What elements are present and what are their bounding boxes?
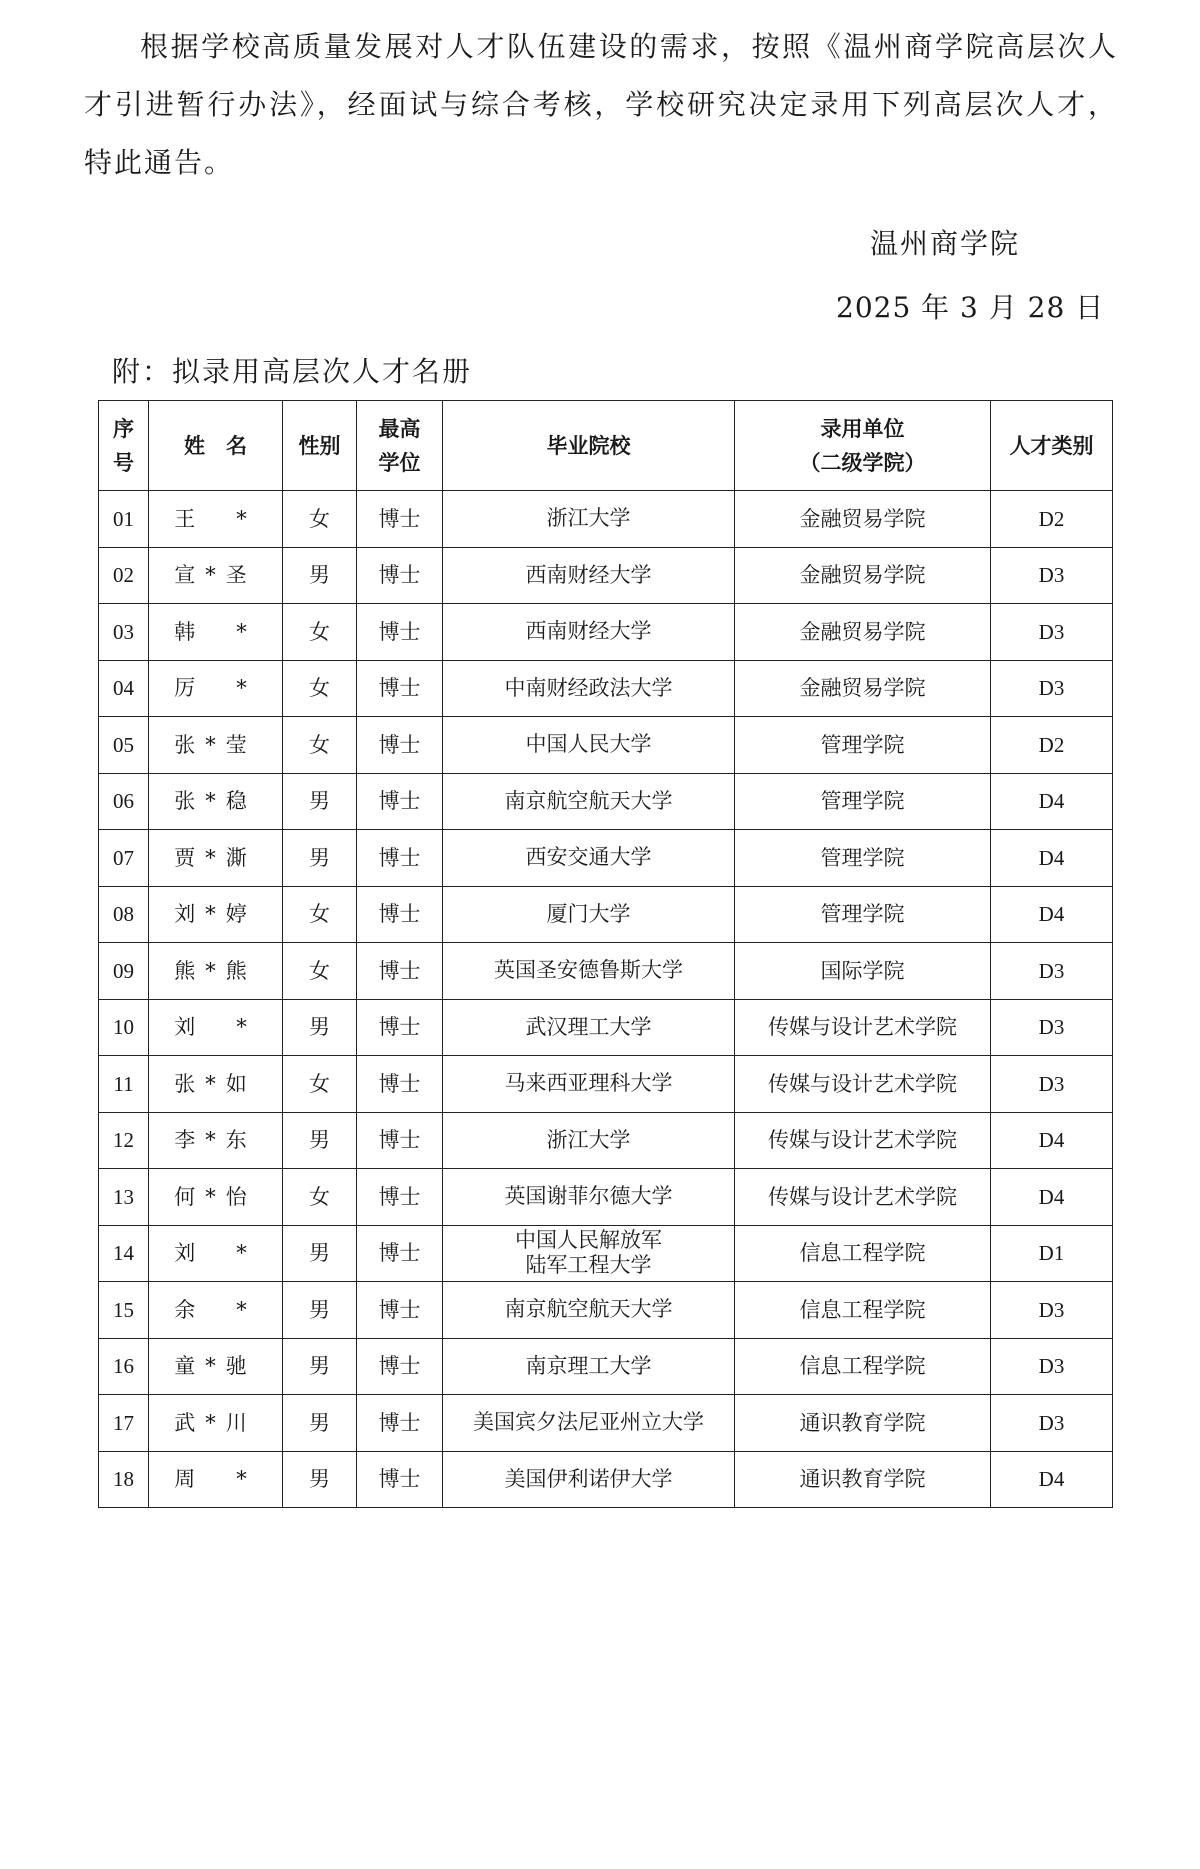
- signature-date: 2025 年 3 月 28 日: [836, 291, 1105, 324]
- header-unit: [735, 401, 991, 491]
- cell-degree: 博士: [357, 604, 443, 661]
- table-row: [99, 773, 1113, 830]
- table-body: [99, 491, 1113, 1508]
- cell-category: D3: [991, 660, 1113, 717]
- table-row: [99, 1225, 1113, 1282]
- cell-name: 张*稳: [149, 773, 283, 830]
- header-gender: 性别: [283, 401, 357, 491]
- cell-name: 李*东: [149, 1112, 283, 1169]
- cell-school: [443, 660, 735, 717]
- cell-seq: 10: [99, 999, 149, 1056]
- school-line: 西南财经大学: [525, 619, 652, 644]
- cell-category: D1: [991, 1225, 1113, 1282]
- cell-gender: 女: [283, 886, 357, 943]
- school-line: 中国人民大学: [525, 732, 652, 757]
- cell-name: 周 *: [149, 1451, 283, 1508]
- cell-category: D2: [991, 491, 1113, 548]
- cell-school: [443, 547, 735, 604]
- cell-school: [443, 886, 735, 943]
- cell-category: D4: [991, 1112, 1113, 1169]
- school-line: 中南财经政法大学: [504, 675, 673, 700]
- cell-school: [443, 1395, 735, 1452]
- school-line: 美国宾夕法尼亚州立大学: [473, 1410, 704, 1435]
- table-row: [99, 660, 1113, 717]
- cell-gender: 女: [283, 1169, 357, 1226]
- cell-seq: 14: [99, 1225, 149, 1282]
- cell-category: D3: [991, 547, 1113, 604]
- school-line: 浙江大学: [546, 1127, 631, 1152]
- table-row: [99, 886, 1113, 943]
- table-row: [99, 491, 1113, 548]
- cell-name: 宣*圣: [149, 547, 283, 604]
- cell-unit: 信息工程学院: [735, 1282, 991, 1339]
- cell-gender: 男: [283, 1225, 357, 1282]
- school-line: 南京航空航天大学: [504, 788, 673, 813]
- cell-school: [443, 1225, 735, 1282]
- cell-seq: 09: [99, 943, 149, 1000]
- cell-seq: 02: [99, 547, 149, 604]
- cell-unit: 管理学院: [735, 717, 991, 774]
- cell-degree: 博士: [357, 1056, 443, 1113]
- cell-gender: 男: [283, 830, 357, 887]
- cell-unit: 传媒与设计艺术学院: [735, 1056, 991, 1113]
- school-line: 马来西亚理科大学: [504, 1071, 673, 1096]
- cell-seq: 18: [99, 1451, 149, 1508]
- school-line: 英国圣安德鲁斯大学: [494, 958, 683, 983]
- table-row: [99, 1282, 1113, 1339]
- header-degree-line2: 学位: [378, 450, 421, 475]
- cell-category: D4: [991, 830, 1113, 887]
- cell-school: [443, 1056, 735, 1113]
- school-line: 武汉理工大学: [525, 1014, 652, 1039]
- cell-degree: 博士: [357, 1395, 443, 1452]
- cell-gender: 男: [283, 773, 357, 830]
- cell-school: [443, 1451, 735, 1508]
- cell-gender: 男: [283, 1282, 357, 1339]
- cell-seq: 05: [99, 717, 149, 774]
- cell-name: 王 *: [149, 491, 283, 548]
- header-name: 姓 名: [149, 401, 283, 491]
- cell-degree: 博士: [357, 660, 443, 717]
- cell-name: 武*川: [149, 1395, 283, 1452]
- cell-name: 厉 *: [149, 660, 283, 717]
- header-seq: [99, 401, 149, 491]
- cell-school: [443, 717, 735, 774]
- table-row: [99, 1056, 1113, 1113]
- cell-degree: 博士: [357, 999, 443, 1056]
- cell-unit: 金融贸易学院: [735, 660, 991, 717]
- cell-seq: 08: [99, 886, 149, 943]
- cell-unit: 信息工程学院: [735, 1225, 991, 1282]
- cell-school: [443, 1112, 735, 1169]
- cell-category: D3: [991, 1056, 1113, 1113]
- cell-name: 韩 *: [149, 604, 283, 661]
- cell-school: [443, 1169, 735, 1226]
- cell-school: [443, 604, 735, 661]
- cell-gender: 男: [283, 1338, 357, 1395]
- cell-school: [443, 943, 735, 1000]
- cell-gender: 女: [283, 604, 357, 661]
- cell-category: D3: [991, 604, 1113, 661]
- cell-category: D2: [991, 717, 1113, 774]
- cell-seq: 01: [99, 491, 149, 548]
- table-row: [99, 1169, 1113, 1226]
- table-row: [99, 604, 1113, 661]
- table-row: [99, 830, 1113, 887]
- cell-degree: 博士: [357, 773, 443, 830]
- table-row: [99, 1451, 1113, 1508]
- header-degree-line1: 最高: [378, 416, 421, 441]
- cell-unit: 管理学院: [735, 886, 991, 943]
- cell-category: D3: [991, 1395, 1113, 1452]
- cell-seq: 04: [99, 660, 149, 717]
- cell-name: 刘 *: [149, 999, 283, 1056]
- cell-category: D4: [991, 886, 1113, 943]
- cell-seq: 06: [99, 773, 149, 830]
- cell-seq: 17: [99, 1395, 149, 1452]
- cell-unit: 国际学院: [735, 943, 991, 1000]
- cell-unit: 传媒与设计艺术学院: [735, 1112, 991, 1169]
- school-line: 厦门大学: [546, 901, 631, 926]
- cell-gender: 女: [283, 660, 357, 717]
- appendix-title: 附：拟录用高层次人才名册: [112, 355, 473, 388]
- cell-category: D3: [991, 1282, 1113, 1339]
- signature-organization: 温州商学院: [870, 227, 1021, 260]
- cell-category: D3: [991, 1338, 1113, 1395]
- cell-category: D4: [991, 1169, 1113, 1226]
- talent-roster-table: [98, 400, 1113, 1508]
- school-line: 南京航空航天大学: [504, 1297, 673, 1322]
- cell-degree: 博士: [357, 1451, 443, 1508]
- table-row: [99, 1338, 1113, 1395]
- cell-degree: 博士: [357, 1112, 443, 1169]
- cell-school: [443, 1338, 735, 1395]
- cell-gender: 女: [283, 1056, 357, 1113]
- school-line: 美国伊利诺伊大学: [504, 1466, 673, 1491]
- cell-unit: 金融贸易学院: [735, 491, 991, 548]
- header-unit-line1: 录用单位: [820, 416, 905, 441]
- cell-name: 张*莹: [149, 717, 283, 774]
- cell-unit: 传媒与设计艺术学院: [735, 999, 991, 1056]
- cell-gender: 女: [283, 491, 357, 548]
- header-degree: [357, 401, 443, 491]
- cell-name: 何*怡: [149, 1169, 283, 1226]
- school-line: 陆军工程大学: [525, 1253, 652, 1278]
- cell-school: [443, 830, 735, 887]
- cell-degree: 博士: [357, 717, 443, 774]
- table-row: [99, 547, 1113, 604]
- cell-degree: 博士: [357, 1169, 443, 1226]
- cell-unit: 传媒与设计艺术学院: [735, 1169, 991, 1226]
- cell-gender: 男: [283, 1112, 357, 1169]
- cell-degree: 博士: [357, 943, 443, 1000]
- cell-category: D4: [991, 773, 1113, 830]
- cell-degree: 博士: [357, 886, 443, 943]
- cell-seq: 12: [99, 1112, 149, 1169]
- header-category: 人才类别: [991, 401, 1113, 491]
- cell-unit: 信息工程学院: [735, 1338, 991, 1395]
- table-row: [99, 1112, 1113, 1169]
- cell-name: 刘 *: [149, 1225, 283, 1282]
- school-line: 西南财经大学: [525, 562, 652, 587]
- table-row: [99, 717, 1113, 774]
- cell-degree: 博士: [357, 830, 443, 887]
- school-line: 西安交通大学: [525, 845, 652, 870]
- cell-name: 张*如: [149, 1056, 283, 1113]
- school-line: 中国人民解放军: [515, 1228, 662, 1253]
- cell-seq: 11: [99, 1056, 149, 1113]
- intro-paragraph: 根据学校高质量发展对人才队伍建设的需求，按照《温州商学院高层次人才引进暂行办法》，经面试与综合考核，学校研究决定录用下列高层次人才，特此通告。: [84, 30, 1118, 179]
- cell-school: [443, 999, 735, 1056]
- cell-category: D4: [991, 1451, 1113, 1508]
- cell-gender: 男: [283, 1451, 357, 1508]
- cell-name: 童*驰: [149, 1338, 283, 1395]
- table-row: [99, 999, 1113, 1056]
- cell-school: [443, 773, 735, 830]
- cell-seq: 03: [99, 604, 149, 661]
- cell-name: 刘*婷: [149, 886, 283, 943]
- cell-degree: 博士: [357, 547, 443, 604]
- cell-category: D3: [991, 943, 1113, 1000]
- table-row: [99, 943, 1113, 1000]
- cell-name: 余 *: [149, 1282, 283, 1339]
- cell-degree: 博士: [357, 491, 443, 548]
- cell-gender: 男: [283, 999, 357, 1056]
- table-row: [99, 1395, 1113, 1452]
- cell-school: [443, 1282, 735, 1339]
- cell-degree: 博士: [357, 1338, 443, 1395]
- table-header-row: [99, 401, 1113, 491]
- header-seq-line1: 序: [113, 416, 134, 441]
- school-line: 浙江大学: [546, 506, 631, 531]
- cell-school: [443, 491, 735, 548]
- cell-unit: 金融贸易学院: [735, 547, 991, 604]
- header-school: 毕业院校: [443, 401, 735, 491]
- school-line: 英国谢菲尔德大学: [504, 1184, 673, 1209]
- cell-gender: 男: [283, 547, 357, 604]
- cell-seq: 13: [99, 1169, 149, 1226]
- cell-seq: 15: [99, 1282, 149, 1339]
- cell-seq: 07: [99, 830, 149, 887]
- header-seq-line2: 号: [113, 450, 134, 475]
- cell-gender: 女: [283, 943, 357, 1000]
- cell-degree: 博士: [357, 1225, 443, 1282]
- cell-name: 贾*澌: [149, 830, 283, 887]
- cell-seq: 16: [99, 1338, 149, 1395]
- cell-unit: 管理学院: [735, 830, 991, 887]
- cell-unit: 通识教育学院: [735, 1451, 991, 1508]
- cell-gender: 男: [283, 1395, 357, 1452]
- cell-unit: 金融贸易学院: [735, 604, 991, 661]
- cell-unit: 管理学院: [735, 773, 991, 830]
- cell-degree: 博士: [357, 1282, 443, 1339]
- school-line: 南京理工大学: [525, 1353, 652, 1378]
- cell-name: 熊*熊: [149, 943, 283, 1000]
- cell-category: D3: [991, 999, 1113, 1056]
- cell-unit: 通识教育学院: [735, 1395, 991, 1452]
- header-unit-line2: （二级学院）: [799, 450, 926, 475]
- cell-gender: 女: [283, 717, 357, 774]
